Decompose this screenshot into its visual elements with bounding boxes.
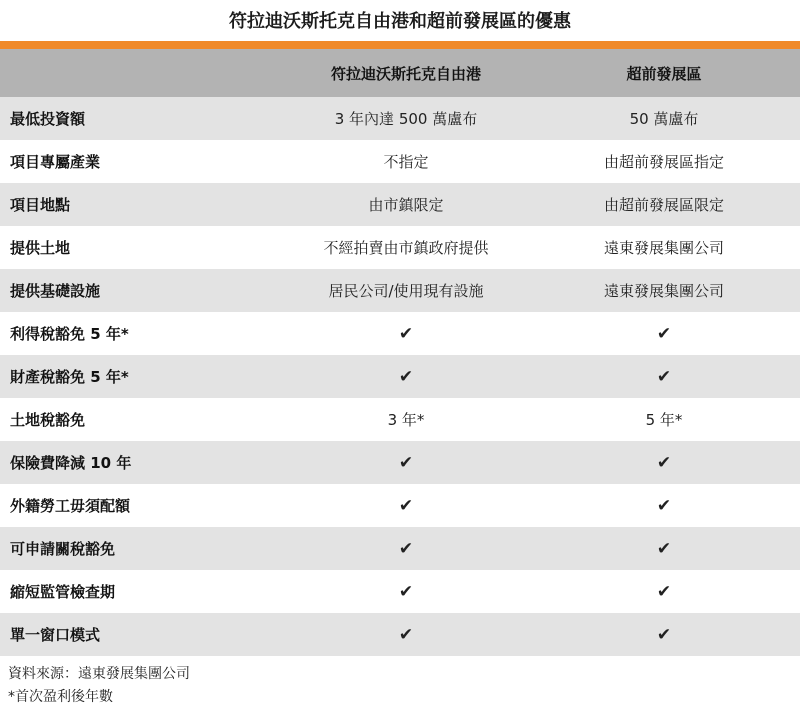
cell-advanced-zone: 由超前發展區指定 <box>603 153 724 171</box>
table-row <box>0 398 800 441</box>
row-label: 縮短監管檢查期 <box>10 583 116 601</box>
row-label: 可申請關稅豁免 <box>0 527 284 570</box>
cell-advanced-zone: 50 萬盧布 <box>528 97 800 140</box>
table-row <box>0 570 800 613</box>
cell-advanced-zone: 遠東發展集團公司 <box>603 239 724 257</box>
cell-free-port: 不指定 <box>383 153 429 171</box>
table-row <box>0 484 800 527</box>
source-note: 資料來源：遠東發展集團公司 <box>8 666 190 682</box>
cell-advanced-zone: 遠東發展集團公司 <box>528 269 800 312</box>
cell-free-port: 不經拍賣由市鎮政府提供 <box>323 239 489 257</box>
asterisk-note: *首次盈利後年數 <box>8 689 113 705</box>
row-label: 外籍勞工毋須配額 <box>10 497 131 515</box>
row-label: 提供土地 <box>10 239 71 257</box>
table-row <box>0 183 800 226</box>
checkmark-icon: ✔ <box>398 495 414 516</box>
row-label: 最低投資額 <box>0 97 284 140</box>
checkmark-icon: ✔ <box>284 613 528 656</box>
checkmark-icon: ✔ <box>528 441 800 484</box>
cell-advanced-zone: 由超前發展區限定 <box>528 183 800 226</box>
checkmark-icon: ✔ <box>284 355 528 398</box>
checkmark-icon: ✔ <box>656 581 672 602</box>
table-row <box>0 355 800 398</box>
checkmark-icon: ✔ <box>656 495 672 516</box>
table-row <box>0 269 800 312</box>
checkmark-icon: ✔ <box>398 323 414 344</box>
table-header-row <box>0 49 800 97</box>
table-row <box>0 97 800 140</box>
checkmark-icon: ✔ <box>284 527 528 570</box>
checkmark-icon: ✔ <box>528 527 800 570</box>
checkmark-icon: ✔ <box>398 581 414 602</box>
row-label: 土地稅豁免 <box>10 411 86 429</box>
row-label: 項目專屬產業 <box>10 153 101 171</box>
checkmark-icon: ✔ <box>528 355 800 398</box>
table-row <box>0 527 800 570</box>
header-free-port: 符拉迪沃斯托克自由港 <box>284 49 528 97</box>
row-label: 提供基礎設施 <box>0 269 284 312</box>
cell-free-port: 3 年內達 500 萬盧布 <box>284 97 528 140</box>
accent-bar <box>0 41 800 49</box>
row-label: 保險費降減 10 年 <box>0 441 284 484</box>
cell-advanced-zone: 5 年* <box>645 411 683 429</box>
header-blank <box>0 49 284 97</box>
table-row <box>0 613 800 656</box>
row-label: 單一窗口模式 <box>0 613 284 656</box>
checkmark-icon: ✔ <box>656 323 672 344</box>
page-title: 符拉迪沃斯托克自由港和超前發展區的優惠 <box>229 11 571 32</box>
table-row <box>0 312 800 355</box>
table-row <box>0 226 800 269</box>
table-row <box>0 140 800 183</box>
checkmark-icon: ✔ <box>284 441 528 484</box>
table-row <box>0 441 800 484</box>
cell-free-port: 居民公司/使用現有設施 <box>284 269 528 312</box>
row-label: 利得稅豁免 5 年* <box>10 325 129 343</box>
header-advanced-zone: 超前發展區 <box>528 49 800 97</box>
checkmark-icon: ✔ <box>528 613 800 656</box>
comparison-table <box>0 49 800 656</box>
cell-free-port: 由市鎮限定 <box>284 183 528 226</box>
row-label: 項目地點 <box>0 183 284 226</box>
row-label: 財產稅豁免 5 年* <box>0 355 284 398</box>
footnotes <box>0 656 800 709</box>
cell-free-port: 3 年* <box>387 411 425 429</box>
